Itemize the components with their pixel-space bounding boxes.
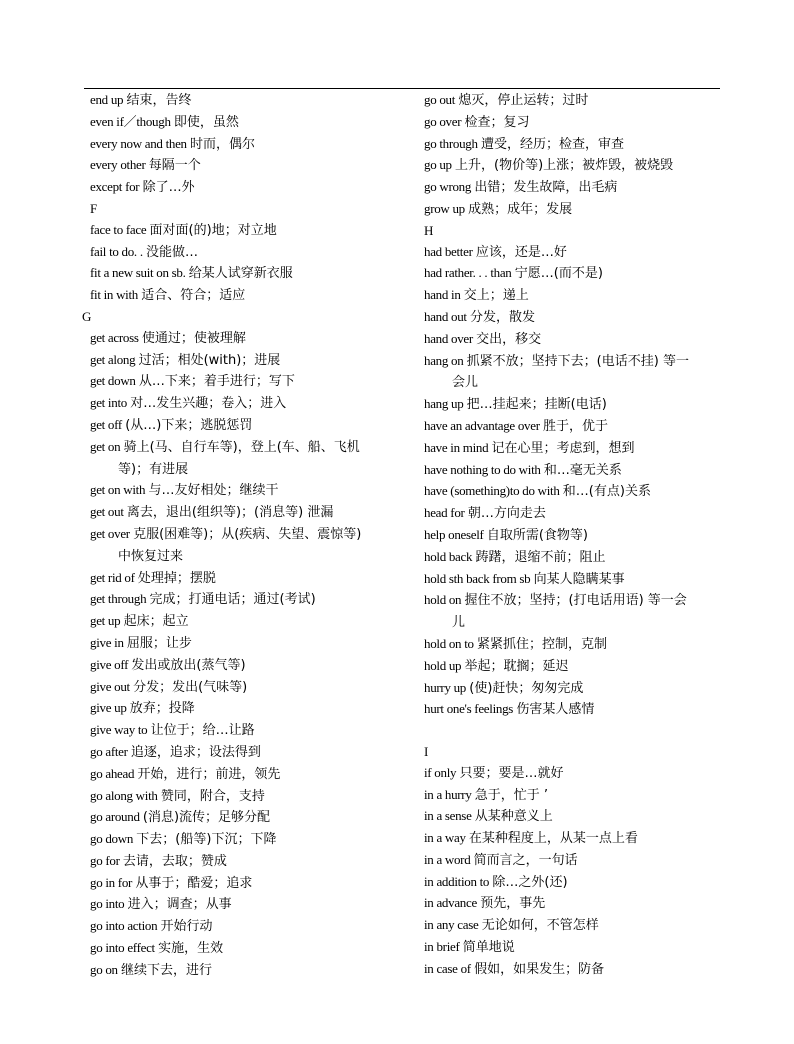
phrase-chinese: 预先，事先 [480,896,546,912]
phrase-chinese: 从事于；酷爱；追求 [135,875,253,891]
phrase-chinese: 即使，虽然 [173,114,239,130]
phrase-chinese: 无论如何，不管怎样 [481,918,599,934]
phrase-english: fail to do. . [90,243,143,259]
phrase-english: in a sense [424,808,472,824]
phrase-chinese: 进入；调查；从事 [127,897,232,913]
phrase-chinese: 处理掉；摆脱 [137,570,216,586]
phrase-english: go ahead [90,765,135,781]
phrase-chinese: 自取所需(食物等) [486,527,588,543]
phrase-english: except for [90,179,140,195]
phrase-chinese: 使通过；使被理解 [141,330,246,346]
phrase-entry [424,177,720,199]
phrase-entry [90,285,420,307]
phrase-chinese: 简而言之，一句话 [473,852,578,868]
phrase-entry [90,502,420,524]
phrase-chinese: 踌躇，退缩不前；阻止 [475,549,606,565]
phrase-entry [90,589,420,611]
phrase-entry [90,242,420,264]
phrase-english: go up [424,157,452,173]
phrase-entry [424,872,720,894]
phrase-continuation: 会儿 [452,375,479,391]
phrase-english: go into action [90,918,158,934]
phrase-english: get out [90,504,124,520]
phrase-english: had better [424,243,473,259]
phrase-entry [424,199,720,221]
phrase-english: hold on to [424,635,474,651]
phrase-english: face to face [90,221,147,237]
phrase-continuation: 中恢复过来 [118,548,184,564]
phrase-chinese: 屈服；让步 [126,635,192,651]
phrase-english: get into [90,395,127,411]
phrase-entry [424,656,720,678]
phrase-english: go down [90,831,134,847]
phrase-english: in brief [424,939,460,955]
phrase-entry [424,959,720,981]
phrase-english: hang on [424,352,464,368]
phrase-english: fit a new suit on sb. [90,265,186,281]
section-letter: F [90,200,98,216]
phrase-english: hold up [424,657,462,673]
phrase-english: help oneself [424,526,484,542]
phrase-english: in case of [424,960,471,976]
phrase-english: head for [424,505,465,521]
phrase-english: give out [90,678,130,694]
phrase-entry [424,155,720,177]
phrase-english: go for [90,852,120,868]
phrase-chinese: 完成；打通电话；通过(考试) [149,592,316,608]
phrase-english: in addition to [424,873,490,889]
phrase-english: hurt one's feelings [424,701,514,717]
phrase-entry [90,742,420,764]
right-column [424,90,720,981]
phrase-chinese: 继续下去，进行 [121,962,213,978]
phrase-english: go over [424,113,462,129]
phrase-continuation: 儿 [452,615,466,631]
phrase-entry [90,873,420,895]
phrase-chinese: 假如，如果发生；防备 [474,961,605,977]
phrase-english: go along with [90,787,158,803]
phrase-english: give up [90,700,127,716]
phrase-chinese: 记在心里；考虑到，想到 [491,440,635,456]
phrase-entry [424,90,720,112]
phrase-chinese: 给某人试穿新衣服 [188,266,293,282]
phrase-chinese: 骑上(马、自行车等)，登上(车、船、飞机 [123,439,360,455]
phrase-chinese: 每隔一个 [148,158,201,174]
phrase-english: get through [90,591,147,607]
phrase-english: go out [424,92,456,107]
phrase-entry [90,786,420,808]
phrase-english: hand over [424,330,473,346]
phrase-chinese: 离去，退出(组织等)；(消息等) 泄漏 [126,505,334,521]
phrase-entry [90,393,420,415]
phrase-english: go in for [90,874,133,890]
phrase-entry [90,155,420,177]
blank-line [424,721,720,742]
phrase-entry [90,677,420,699]
phrase-continuation: 等)；有进展 [118,461,189,477]
phrase-entry [90,177,420,199]
phrase-english: fit in with [90,287,138,303]
phrase-entry [424,285,720,307]
phrase-chinese: 抓紧不放；坚持下去；(电话不挂) 等一 [466,353,689,369]
phrase-chinese: 结束，告终 [126,93,192,108]
phrase-chinese: 胜于，优于 [543,418,609,434]
phrase-chinese: (使)赶快；匆匆完成 [469,680,584,696]
phrase-chinese: 去请，去取；赞成 [122,853,227,869]
phrase-entry [90,480,420,502]
phrase-entry [424,460,720,482]
phrase-entry [424,394,720,416]
phrase-english: hold sth back from sb [424,570,531,586]
phrase-entry [90,371,420,393]
phrase-english: even if／though [90,113,171,129]
phrase-english: get rid of [90,569,135,585]
phrase-english: every other [90,157,146,173]
phrase-entry [90,263,420,285]
phrase-chinese: 起床；起立 [123,614,189,630]
phrase-chinese: 出错；发生故障，出毛病 [474,180,618,196]
phrase-english: in a word [424,851,471,867]
phrase-chinese: 发出或放出(蒸气等) [131,657,246,673]
phrase-english: go into [90,896,125,912]
phrase-chinese: 熄灭，停止运转；过时 [458,93,589,108]
phrase-chinese: 把…挂起来；挂断(电话) [466,397,607,413]
phrase-entry [424,590,720,612]
phrase-english: get on with [90,482,146,498]
phrase-english: go on [90,961,118,977]
phrase-entry [90,437,420,459]
phrase-chinese: 对…发生兴趣；卷入；进入 [130,396,287,412]
phrase-entry [90,568,420,590]
phrase-entry [424,850,720,872]
phrase-entry [90,807,420,829]
phrase-chinese: 除了…外 [142,180,195,196]
phrase-chinese: 克服(困难等)；从(疾病、失望、震惊等) [133,526,362,542]
phrase-english: hand in [424,287,461,303]
phrase-chinese: 在某种程度上，从某一点上看 [468,831,638,847]
phrase-entry [90,720,420,742]
phrase-english: get on [90,438,121,454]
phrase-english: end up [90,92,124,107]
phrase-chinese: 朝…方向走去 [467,506,546,522]
phrase-english: give off [90,656,129,672]
phrase-chinese: 时而，偶尔 [190,136,256,152]
phrase-english: if only [424,764,457,780]
phrase-english: go through [424,135,478,151]
phrase-entry [424,503,720,525]
phrase-entry [90,894,420,916]
phrase-entry [424,893,720,915]
phrase-entry [90,938,420,960]
phrase-entry [424,763,720,785]
phrase-chinese: 遭受，经历；检查，审查 [480,136,624,152]
phrase-entry [424,525,720,547]
phrase-english: have nothing to do with [424,461,541,477]
phrase-chinese: 和…毫无关系 [543,462,622,478]
phrase-chinese: (消息)流传；足够分配 [142,810,271,826]
phrase-chinese: 和…(有点)关系 [562,484,651,500]
phrase-english: had rather. . . than [424,265,512,281]
phrase-entry [424,242,720,264]
phrase-english: go around [90,809,140,825]
phrase-english: grow up [424,200,465,216]
phrase-chinese: (从…)下来；逃脱惩罚 [125,417,253,433]
phrase-english: in a way [424,830,466,846]
phrase-entry [90,134,420,156]
phrase-entry [424,134,720,156]
phrase-english: get across [90,329,139,345]
phrase-entry [424,699,720,721]
section-letter: I [424,743,429,759]
phrase-english: go wrong [424,179,472,195]
phrase-entry [424,915,720,937]
phrase-chinese: 过活；相处(with)；进展 [138,352,281,368]
phrase-chinese: 放弃；投降 [129,701,195,717]
left-column [82,90,420,982]
phrase-chinese: 与…友好相处；继续干 [148,483,279,499]
phrase-chinese: 面对面(的)地；对立地 [149,222,277,238]
phrase-entry [424,481,720,503]
phrase-english: hold back [424,548,473,564]
phrase-entry [424,937,720,959]
phrase-chinese: 分发，散发 [469,309,535,325]
phrase-chinese: 检查；复习 [464,114,530,130]
phrase-chinese: 只要；要是…就好 [459,765,564,781]
phrase-english: go into effect [90,940,155,956]
phrase-chinese: 简单地说 [462,940,515,956]
phrase-chinese: 伤害某人感情 [516,702,595,718]
phrase-chinese: 适合、符合；适应 [141,288,246,304]
phrase-chinese: 宁愿…(而不是) [514,266,603,282]
phrase-english: every now and then [90,135,187,151]
phrase-english: have an advantage over [424,417,540,433]
phrase-entry [90,611,420,633]
phrase-entry [90,112,420,134]
phrase-chinese: 交出，移交 [476,331,542,347]
phrase-chinese: 没能做… [146,244,199,260]
phrase-english: get down [90,373,136,389]
phrase-english: hang up [424,396,464,412]
phrase-english: get off [90,416,122,432]
phrase-english: in a hurry [424,786,472,802]
phrase-chinese: 赞同，附合，支持 [160,788,265,804]
phrase-english: give way to [90,722,148,738]
phrase-chinese: 成熟；成年；发展 [468,201,573,217]
phrase-english: hand out [424,308,467,324]
phrase-entry [424,329,720,351]
phrase-chinese: 下去；(船等)下沉；下降 [136,832,277,848]
phrase-entry [90,698,420,720]
phrase-chinese: 急于，忙于 ’ [474,787,549,803]
phrase-entry [424,438,720,460]
phrase-chinese: 开始行动 [160,919,213,935]
phrase-english: have (something)to do with [424,483,560,499]
phrase-entry [90,415,420,437]
phrase-english: get up [90,613,121,629]
phrase-english: get over [90,525,130,541]
phrase-entry [424,828,720,850]
phrase-english: have in mind [424,439,489,455]
phrase-chinese: 交上；递上 [463,288,529,304]
phrase-entry [424,678,720,700]
phrase-chinese: 追逐，追求；设法得到 [130,744,261,760]
phrase-english: in any case [424,917,479,933]
phrase-entry [90,655,420,677]
phrase-chinese: 紧紧抓住；控制，克制 [476,636,607,652]
phrase-entry [90,764,420,786]
phrase-entry [424,112,720,134]
phrase-english: hold on [424,592,462,608]
phrase-entry [90,220,420,242]
phrase-entry [90,916,420,938]
phrase-chinese: 握住不放；坚持；(打电话用语) 等一会 [464,593,687,609]
phrase-entry [424,569,720,591]
phrase-entry [90,633,420,655]
section-letter: H [424,222,434,238]
phrase-entry [90,524,420,546]
phrase-chinese: 从…下来；着手进行；写下 [138,374,295,390]
phrase-chinese: 向某人隐瞒某事 [533,571,625,587]
phrase-entry [90,851,420,873]
phrase-entry [90,960,420,982]
header-rule [84,88,720,89]
section-letter: G [82,308,92,324]
phrase-entry [90,829,420,851]
phrase-entry [424,785,720,807]
phrase-entry [424,416,720,438]
phrase-english: get along [90,351,136,367]
phrase-entry [90,90,420,112]
phrase-chinese: 举起；耽搁；延迟 [464,658,569,674]
phrase-entry [424,634,720,656]
phrase-chinese: 让位于；给…让路 [150,723,255,739]
phrase-entry [424,351,720,373]
phrase-english: hurry up [424,679,467,695]
phrase-entry [424,547,720,569]
phrase-chinese: 应该，还是…好 [475,244,567,260]
phrase-entry [424,806,720,828]
phrase-chinese: 上升，(物价等)上涨；被炸毁，被烧毁 [455,158,674,174]
phrase-english: in advance [424,895,477,911]
phrase-chinese: 除…之外(还) [492,874,568,890]
phrase-english: go after [90,743,128,759]
phrase-entry [424,307,720,329]
phrase-chinese: 从某种意义上 [474,809,553,825]
phrase-entry [90,350,420,372]
phrase-entry [90,328,420,350]
phrase-chinese: 分发；发出(气味等) [133,679,248,695]
phrase-english: give in [90,634,124,650]
phrase-chinese: 实施，生效 [158,941,224,957]
phrase-chinese: 开始，进行；前进，领先 [137,766,281,782]
phrase-entry [424,263,720,285]
